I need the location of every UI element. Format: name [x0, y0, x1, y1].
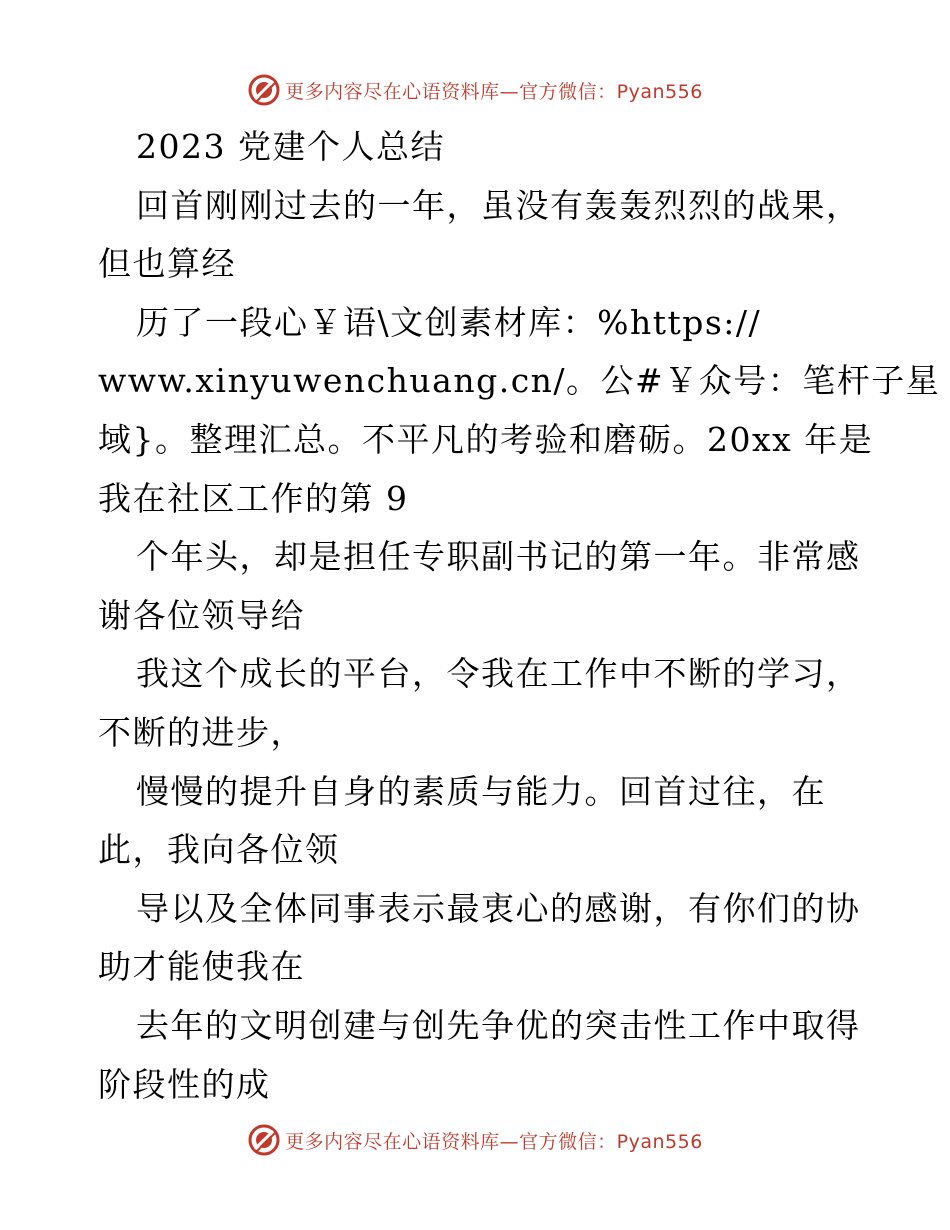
text-line: 此，我向各位领: [98, 830, 340, 870]
text-line: 谢各位领导给: [98, 595, 305, 635]
text-line: 助才能使我在: [98, 947, 305, 987]
text-line: 我这个成长的平台，令我在工作中不断的学习，: [136, 654, 861, 694]
watermark-text: 更多内容尽在心语资料库—官方微信：Pyan556: [285, 1130, 703, 1153]
document-body: [98, 118, 941, 1114]
seal-logo-icon: [247, 1123, 281, 1157]
text-line: 个年头，却是担任专职副书记的第一年。非常感: [136, 537, 861, 577]
text-line: www.xinyuwenchuang.cn/。公#￥众号：笔杆子星: [98, 361, 941, 401]
header-watermark: [0, 70, 950, 110]
text-line: 历了一段心￥语\文创素材库：%https://: [136, 302, 762, 342]
text-line: 我在社区工作的第 9: [98, 478, 409, 518]
text-line: 慢慢的提升自身的素质与能力。回首过往，在: [136, 771, 826, 811]
text-line: 阶段性的成: [98, 1064, 271, 1104]
text-line: 但也算经: [98, 244, 236, 284]
text-line: 导以及全体同事表示最衷心的感谢，有你们的协: [136, 888, 861, 928]
text-line: 域}。整理汇总。不平凡的考验和磨砺。20xx 年是: [98, 419, 874, 459]
text-line: 不断的进步，: [98, 712, 305, 752]
text-line: 回首刚刚过去的一年，虽没有轰轰烈烈的战果，: [136, 185, 861, 225]
document-title: 2023 党建个人总结: [136, 127, 445, 166]
text-line: 去年的文明创建与创先争优的突击性工作中取得: [136, 1005, 861, 1045]
watermark-text: 更多内容尽在心语资料库—官方微信：Pyan556: [285, 80, 703, 103]
footer-watermark: [0, 1120, 950, 1160]
seal-logo-icon: [247, 73, 281, 107]
